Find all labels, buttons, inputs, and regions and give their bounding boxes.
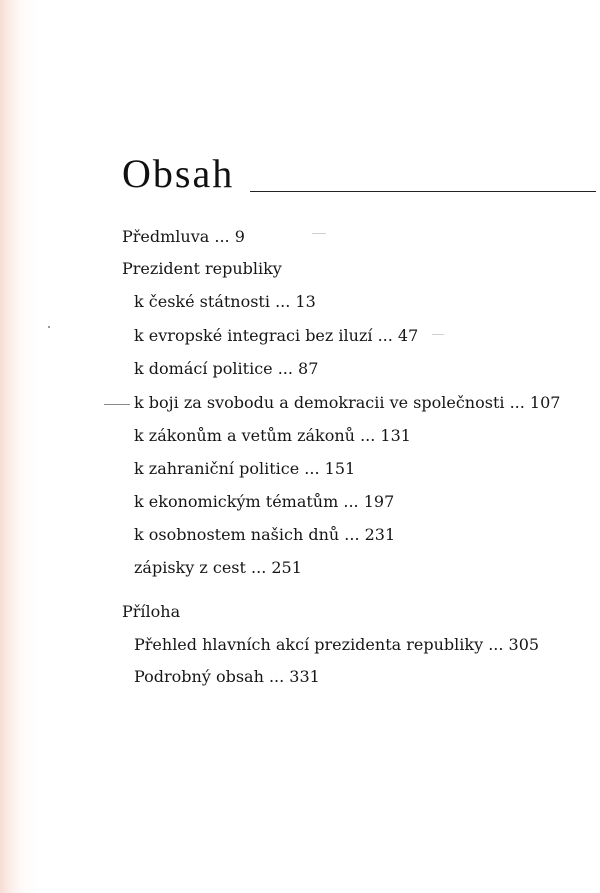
scan-speck	[432, 334, 444, 335]
toc-entry: zápisky z cest ... 251	[134, 558, 302, 577]
toc-section-priloha: Příloha	[122, 602, 181, 621]
toc-entry: k osobnostem našich dnů ... 231	[134, 525, 396, 544]
toc-entry: k české státnosti ... 13	[134, 292, 316, 311]
toc-section-prezident-republiky: Prezident republiky	[122, 259, 282, 278]
scan-speck	[104, 404, 130, 405]
toc-entry: k domácí politice ... 87	[134, 359, 319, 378]
toc-entry: k boji za svobodu a demokracii ve společnosti ... 107	[134, 393, 561, 412]
toc-entry: k ekonomickým tématům ... 197	[134, 492, 395, 511]
scan-speck	[48, 326, 50, 328]
toc-entry: Podrobný obsah ... 331	[134, 667, 320, 686]
toc-entry: k zákonům a vetům zákonů ... 131	[134, 426, 411, 445]
toc-entry: Přehled hlavních akcí prezidenta republiky ... 305	[134, 635, 540, 654]
toc-entry: k zahraniční politice ... 151	[134, 459, 356, 478]
scan-speck	[312, 233, 326, 234]
toc-entry: k evropské integraci bez iluzí ... 47	[134, 326, 419, 345]
toc-entry-predmluva: Předmluva ... 9	[122, 227, 245, 246]
page-title: Obsah	[122, 151, 235, 196]
